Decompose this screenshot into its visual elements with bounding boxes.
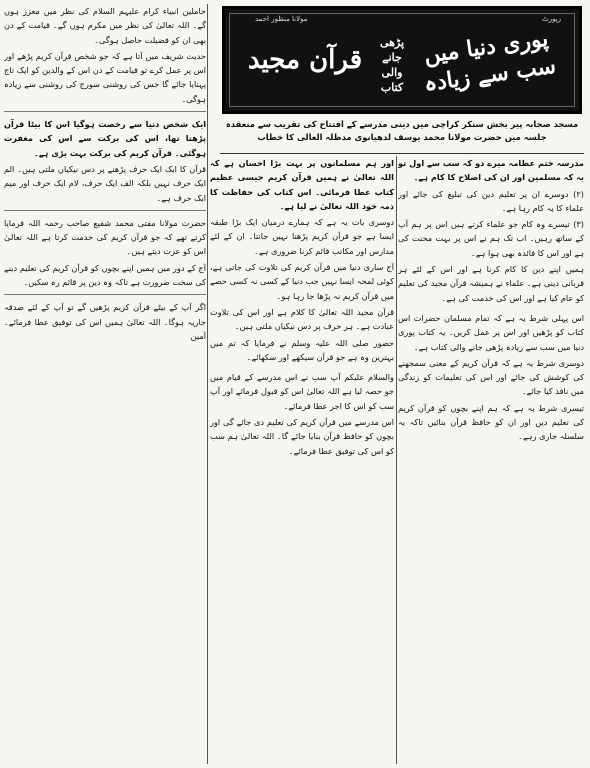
paragraph: قرآن کا ایک ایک حرف پڑھنے پر دس نیکیاں ملتی ہیں۔ الم ایک حرف نہیں بلکہ الف ایک حرف، لام ایک حرف اور میم ایک حرف ہے۔	[4, 163, 206, 203]
headline-banner	[222, 6, 582, 114]
paragraph-separator	[4, 111, 206, 112]
paragraph: آج ساری دنیا میں قرآن کریم کی تلاوت کی جاتی ہے، کوئی لمحہ ایسا نہیں جب دنیا کے کسی نہ کسی حصے میں قرآن کریم نہ پڑھا جا رہا ہو۔	[210, 262, 394, 301]
headline-stack-word: والی	[381, 66, 403, 79]
paragraph: اگر آپ کے بیٹے قرآن کریم پڑھیں گے تو آپ کے لئے صدقہ جاریہ ہوگا۔ اللہ تعالیٰ ہمیں اس کی توفیق عطا فرمائے۔ آمین	[4, 302, 206, 341]
paragraph: اس مدرسے میں قرآن کریم کی تعلیم دی جائے گی اور بچوں کو حافظ قرآن بنایا جائے گا۔ اللہ تعالیٰ ہم سب کو اس کی توفیق عطا فرمائے۔	[210, 417, 394, 456]
headline-stack-word: کتاب	[380, 81, 404, 94]
paragraph: اس پہلی شرط یہ ہے کہ تمام مسلمان حضرات اس کتاب کو پڑھیں اور اس پر عمل کریں۔ یہ کتاب پوری دنیا میں سب سے زیادہ پڑھی جانے والی کتاب ہے۔	[398, 312, 584, 352]
paragraph-separator	[4, 294, 206, 295]
paragraph: قرآن مجید اللہ تعالیٰ کا کلام ہے اور اس کی تلاوت عبادت ہے۔ ہر حرف پر دس نیکیاں ملتی ہیں۔	[210, 306, 394, 332]
banner-sticker-right: رپورٹ	[542, 15, 561, 23]
paragraph: (۳) تیسرے وہ کام جو علماء کرتے ہیں اس پر ہم آپ کے ساتھ رہیں۔ اب تک ہم نے اس پر بہت محنت کی ہے اور اس کا فائدہ بھی ہوا ہے۔	[398, 219, 584, 258]
banner-sticker-left: مولانا منظور احمد	[255, 15, 308, 23]
paragraph: حدیث شریف میں آتا ہے کہ جو شخص قرآن کریم پڑھے اور اس پر عمل کرے تو قیامت کے دن اس کے والدین کو ایک تاج پہنایا جائے گا جس کی روشنی سورج کی روشنی سے زیادہ ہوگی۔	[4, 50, 206, 104]
paragraph: اور ہم مسلمانوں پر بہت بڑا احسان ہے کہ اللہ تعالیٰ نے ہمیں قرآن کریم جیسی عظیم کتاب عطا فرمائی۔ اس کتاب کی حفاظت کا ذمہ خود اللہ تعالیٰ نے لیا ہے۔	[210, 158, 394, 211]
paragraph: ایک شخص دنیا سے رخصت ہوگیا اس کا بیٹا قرآن پڑھتا تھا، اس کی برکت سے اس کی مغفرت ہوگئی۔ قرآن کریم کی برکت بہت بڑی ہے۔	[4, 119, 206, 158]
article-column-left	[4, 4, 206, 764]
article-column-middle	[210, 156, 394, 762]
headline-stack-word: جانے	[382, 51, 402, 64]
paragraph: ہمیں اپنے دین کا کام کرنا ہے اور اس کے لئے ہر قربانی دینی ہے۔ علماء نے ہمیشہ قرآن مجید کی تعلیم کو عام کیا ہے اور اس کی خدمت کی ہے۔	[398, 264, 584, 303]
paragraph: حضور صلی اللہ علیہ وسلم نے فرمایا کہ تم میں بہترین وہ ہے جو قرآن سیکھے اور سکھائے۔	[210, 337, 394, 362]
headline-main: پوری دنیا میں سب سے زیادہ	[422, 25, 558, 97]
headline-stack	[375, 35, 409, 95]
paragraph: مدرسہ ختم عظامہ میرے دو کہ سب سے اول تو یہ کہ مسلمین اور ان کی اصلاح کا کام ہے۔	[398, 158, 584, 183]
paragraph: آج کے دور میں ہمیں اپنے بچوں کو قرآن کریم کی تعلیم دینے کی سخت ضرورت ہے تاکہ وہ دین پر قائم رہ سکیں۔	[4, 262, 206, 288]
article-column-right	[398, 156, 584, 762]
paragraph: حاملین انبیاء کرام علیہم السلام کی نظر میں معزز ہوں گے۔ اللہ تعالیٰ کی نظر میں مکرم ہوں گے۔ قیامت کے دن بھی ان کو فضیلت حاصل ہوگی۔	[4, 6, 206, 45]
headline-stack-word: پڑھی	[379, 36, 405, 49]
paragraph: تیسری شرط یہ ہے کہ ہم اپنے بچوں کو قرآن کریم کی تعلیم دیں اور ان کو حافظ قرآن بنائیں تاکہ یہ سلسلہ جاری رہے۔	[398, 402, 584, 442]
headline-title: قرآن مجید	[247, 45, 363, 75]
paragraph: دوسری بات یہ ہے کہ ہمارے درمیان ایک بڑا طبقہ ایسا ہے جو قرآن کریم پڑھنا نہیں جانتا۔ ان کے لئے مدارس اور مکاتب قائم کرنا ضروری ہے۔	[210, 217, 394, 256]
paragraph-separator	[4, 210, 206, 211]
column-divider	[207, 4, 208, 764]
subheadline: مسجد صحابہ پیر بخش سنکر کراچی میں دینی مدرسے کے افتتاح کی تقریب سے منعقدہ جلسہ میں حضرت مولانا محمد یوسف لدھیانوی مدظلہ العالی کا خطاب	[220, 118, 584, 154]
paragraph: دوسری شرط یہ ہے کہ قرآن کریم کے معنی سمجھنے کی کوشش کی جائے اور اس کی تعلیمات کو زندگی میں نافذ کیا جائے۔	[398, 357, 584, 397]
column-divider	[396, 156, 397, 764]
paragraph: والسلام علیکم آپ سب نے اس مدرسے کے قیام میں جو حصہ لیا ہے اللہ تعالیٰ اس کو قبول فرمائے اور آپ سب کو اس کا اجر عطا فرمائے۔	[210, 372, 394, 411]
paragraph: (۲) دوسرے ان پر تعلیم دین کی تبلیغ کی جائے اور علماء کا یہ کام رہا ہے۔	[398, 188, 584, 213]
paragraph: حضرت مولانا مفتی محمد شفیع صاحب رحمہ اللہ فرمایا کرتے تھے کہ جو قرآن کریم کی خدمت کرتا ہے اللہ تعالیٰ اس کو عزت دیتے ہیں۔	[4, 217, 206, 257]
